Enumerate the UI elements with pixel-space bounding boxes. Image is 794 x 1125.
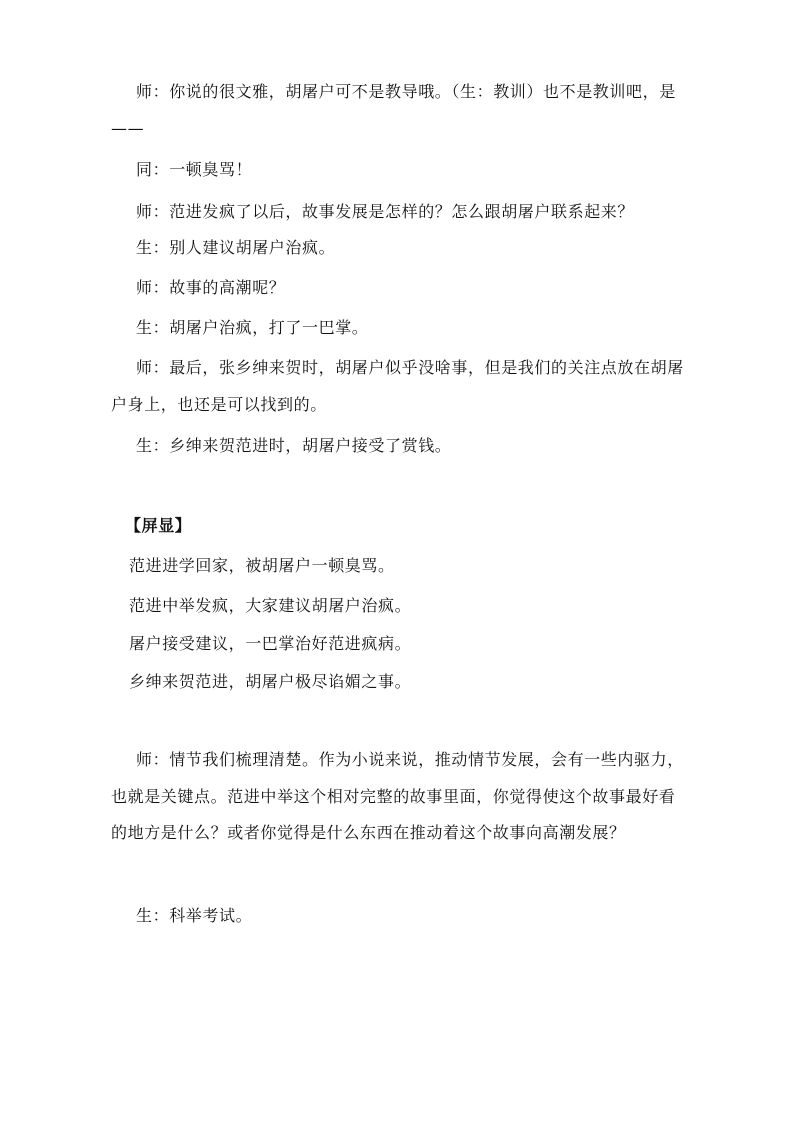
dialogue-paragraph: 生：别人建议胡屠户治疯。 bbox=[136, 238, 336, 257]
dialogue-paragraph: 生：乡绅来贺范进时，胡屠户接受了赏钱。 bbox=[136, 436, 452, 455]
screen-display-line: 范进中举发疯，大家建议胡屠户治疯。 bbox=[129, 596, 412, 615]
dialogue-paragraph: 师：范进发疯了以后，故事发展是怎样的？怎么跟胡屠户联系起来？ bbox=[136, 202, 635, 221]
dialogue-paragraph: 同：一顿臭骂！ bbox=[136, 160, 253, 179]
dialogue-paragraph: 师：故事的高潮呢？ bbox=[136, 278, 286, 297]
dialogue-paragraph: 师：你说的很文雅，胡屠户可不是教导哦。（生：教训）也不是教训吧，是—— bbox=[111, 82, 676, 138]
dialogue-paragraph: 师：情节我们梳理清楚。作为小说来说，推动情节发展，会有一些内驱力，也就是关键点。范进中举这个相对完整的故事里面，你觉得使这个故事最好看的地方是什么？或者你觉得是什么东西在推动着这个故事向高潮发展？ bbox=[111, 750, 684, 842]
screen-display-line: 乡绅来贺范进，胡屠户极尽谄媚之事。 bbox=[129, 672, 412, 691]
screen-display-line: 范进进学回家，被胡屠户一顿臭骂。 bbox=[129, 556, 395, 575]
screen-display-line: 屠户接受建议，一巴掌治好范进疯病。 bbox=[129, 634, 412, 653]
screen-display-title: 【屏显】 bbox=[125, 516, 192, 535]
dialogue-paragraph: 生：胡屠户治疯，打了一巴掌。 bbox=[136, 318, 369, 337]
dialogue-paragraph: 师：最后，张乡绅来贺时，胡屠户似乎没啥事，但是我们的关注点放在胡屠户身上，也还是可以找到的。 bbox=[111, 358, 684, 414]
dialogue-paragraph: 生：科举考试。 bbox=[136, 906, 253, 925]
